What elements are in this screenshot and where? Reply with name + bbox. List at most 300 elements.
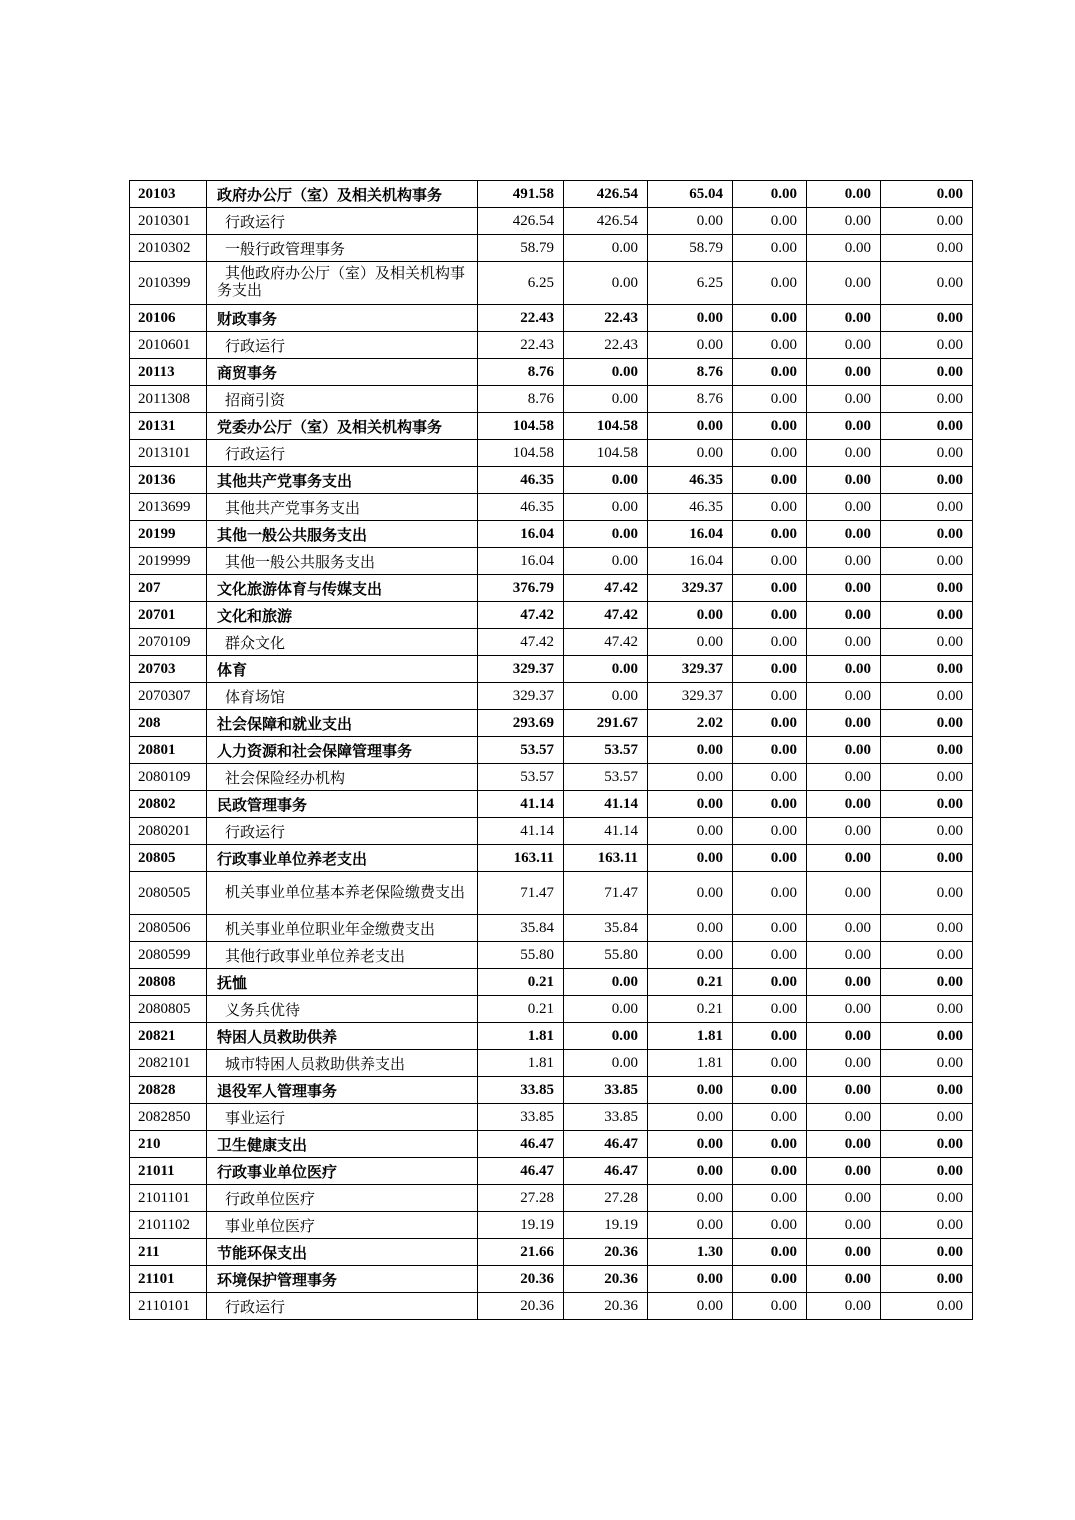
basic-cell: 35.84 — [564, 915, 648, 942]
col5-cell: 0.00 — [807, 413, 881, 440]
total-cell: 22.43 — [478, 332, 564, 359]
col4-cell: 0.00 — [733, 1050, 807, 1077]
name-cell — [207, 915, 478, 942]
basic-cell: 33.85 — [564, 1077, 648, 1104]
col4-cell: 0.00 — [733, 1266, 807, 1293]
table-row — [130, 710, 973, 737]
col5-cell: 0.00 — [807, 1023, 881, 1050]
name-cell — [207, 1077, 478, 1104]
basic-cell: 41.14 — [564, 818, 648, 845]
col4-cell: 0.00 — [733, 1293, 807, 1320]
item-name: 其他政府办公厅（室）及相关机构事务支出 — [217, 266, 466, 299]
project-cell: 0.00 — [648, 305, 733, 332]
col4-cell: 0.00 — [733, 942, 807, 969]
total-cell: 491.58 — [478, 181, 564, 208]
name-cell — [207, 996, 478, 1023]
col5-cell: 0.00 — [807, 1158, 881, 1185]
project-cell: 0.00 — [648, 791, 733, 818]
col6-cell: 0.00 — [881, 656, 973, 683]
col6-cell: 0.00 — [881, 845, 973, 872]
project-cell: 0.00 — [648, 1212, 733, 1239]
table-row — [130, 1023, 973, 1050]
col4-cell: 0.00 — [733, 548, 807, 575]
col5-cell: 0.00 — [807, 629, 881, 656]
total-cell: 33.85 — [478, 1077, 564, 1104]
project-cell: 0.00 — [648, 872, 733, 915]
item-name: 行政事业单位医疗 — [217, 1164, 338, 1181]
total-cell: 46.35 — [478, 494, 564, 521]
basic-cell: 47.42 — [564, 629, 648, 656]
col4-cell: 0.00 — [733, 262, 807, 305]
code-cell: 2010302 — [130, 235, 207, 262]
name-cell — [207, 548, 478, 575]
project-cell: 8.76 — [648, 359, 733, 386]
project-cell: 0.00 — [648, 1158, 733, 1185]
code-cell: 20801 — [130, 737, 207, 764]
code-cell: 20802 — [130, 791, 207, 818]
table-row — [130, 359, 973, 386]
table-row — [130, 996, 973, 1023]
total-cell: 16.04 — [478, 548, 564, 575]
project-cell: 329.37 — [648, 683, 733, 710]
project-cell: 0.00 — [648, 737, 733, 764]
col4-cell: 0.00 — [733, 764, 807, 791]
basic-cell: 47.42 — [564, 602, 648, 629]
total-cell: 104.58 — [478, 440, 564, 467]
code-cell: 210 — [130, 1131, 207, 1158]
code-cell: 2080109 — [130, 764, 207, 791]
total-cell: 46.47 — [478, 1158, 564, 1185]
col6-cell: 0.00 — [881, 386, 973, 413]
col5-cell: 0.00 — [807, 386, 881, 413]
basic-cell: 0.00 — [564, 521, 648, 548]
col5-cell: 0.00 — [807, 521, 881, 548]
basic-cell: 46.47 — [564, 1131, 648, 1158]
col4-cell: 0.00 — [733, 969, 807, 996]
col6-cell: 0.00 — [881, 996, 973, 1023]
basic-cell: 33.85 — [564, 1104, 648, 1131]
total-cell: 16.04 — [478, 521, 564, 548]
table-row — [130, 413, 973, 440]
col6-cell: 0.00 — [881, 235, 973, 262]
name-cell — [207, 1266, 478, 1293]
total-cell: 329.37 — [478, 656, 564, 683]
table-row — [130, 969, 973, 996]
total-cell: 46.35 — [478, 467, 564, 494]
basic-cell: 104.58 — [564, 440, 648, 467]
total-cell: 33.85 — [478, 1104, 564, 1131]
col6-cell: 0.00 — [881, 602, 973, 629]
code-cell: 20821 — [130, 1023, 207, 1050]
col4-cell: 0.00 — [733, 521, 807, 548]
code-cell: 2080805 — [130, 996, 207, 1023]
col5-cell: 0.00 — [807, 915, 881, 942]
col5-cell: 0.00 — [807, 764, 881, 791]
total-cell: 35.84 — [478, 915, 564, 942]
col4-cell: 0.00 — [733, 1131, 807, 1158]
item-name: 行政运行 — [225, 824, 286, 841]
col6-cell: 0.00 — [881, 1158, 973, 1185]
table-row — [130, 872, 973, 915]
col5-cell: 0.00 — [807, 683, 881, 710]
col6-cell: 0.00 — [881, 629, 973, 656]
item-name: 体育 — [217, 662, 248, 679]
name-cell — [207, 235, 478, 262]
name-cell — [207, 737, 478, 764]
name-cell — [207, 969, 478, 996]
code-cell: 211 — [130, 1239, 207, 1266]
project-cell: 58.79 — [648, 235, 733, 262]
code-cell: 2080201 — [130, 818, 207, 845]
basic-cell: 53.57 — [564, 764, 648, 791]
col5-cell: 0.00 — [807, 262, 881, 305]
basic-cell: 0.00 — [564, 656, 648, 683]
total-cell: 22.43 — [478, 305, 564, 332]
item-name: 行政运行 — [225, 214, 286, 231]
table-row — [130, 629, 973, 656]
col6-cell: 0.00 — [881, 181, 973, 208]
code-cell: 2070307 — [130, 683, 207, 710]
col5-cell: 0.00 — [807, 791, 881, 818]
basic-cell: 0.00 — [564, 359, 648, 386]
col6-cell: 0.00 — [881, 764, 973, 791]
basic-cell: 22.43 — [564, 305, 648, 332]
basic-cell: 0.00 — [564, 467, 648, 494]
col6-cell: 0.00 — [881, 208, 973, 235]
code-cell: 2080599 — [130, 942, 207, 969]
name-cell — [207, 575, 478, 602]
item-name: 体育场馆 — [225, 689, 286, 706]
name-cell — [207, 1212, 478, 1239]
col5-cell: 0.00 — [807, 710, 881, 737]
col5-cell: 0.00 — [807, 1131, 881, 1158]
col4-cell: 0.00 — [733, 386, 807, 413]
code-cell: 2013699 — [130, 494, 207, 521]
col5-cell: 0.00 — [807, 548, 881, 575]
item-name: 文化和旅游 — [217, 608, 293, 625]
item-name: 机关事业单位职业年金缴费支出 — [225, 921, 436, 938]
project-cell: 16.04 — [648, 521, 733, 548]
item-name: 义务兵优待 — [225, 1002, 301, 1019]
basic-cell: 19.19 — [564, 1212, 648, 1239]
name-cell — [207, 1104, 478, 1131]
name-cell — [207, 494, 478, 521]
project-cell: 329.37 — [648, 575, 733, 602]
table-row — [130, 791, 973, 818]
table-row — [130, 235, 973, 262]
table-row — [130, 467, 973, 494]
total-cell: 0.21 — [478, 996, 564, 1023]
col4-cell: 0.00 — [733, 602, 807, 629]
basic-cell: 20.36 — [564, 1266, 648, 1293]
item-name: 行政单位医疗 — [225, 1191, 316, 1208]
project-cell: 0.00 — [648, 915, 733, 942]
name-cell — [207, 1050, 478, 1077]
total-cell: 20.36 — [478, 1293, 564, 1320]
project-cell: 6.25 — [648, 262, 733, 305]
table-row — [130, 305, 973, 332]
col5-cell: 0.00 — [807, 1293, 881, 1320]
basic-cell: 47.42 — [564, 575, 648, 602]
table-row — [130, 386, 973, 413]
total-cell: 21.66 — [478, 1239, 564, 1266]
project-cell: 0.21 — [648, 969, 733, 996]
table-row — [130, 1185, 973, 1212]
total-cell: 8.76 — [478, 359, 564, 386]
col6-cell: 0.00 — [881, 440, 973, 467]
code-cell: 2013101 — [130, 440, 207, 467]
name-cell — [207, 467, 478, 494]
name-cell — [207, 181, 478, 208]
basic-cell: 20.36 — [564, 1293, 648, 1320]
col6-cell: 0.00 — [881, 969, 973, 996]
col5-cell: 0.00 — [807, 1266, 881, 1293]
col4-cell: 0.00 — [733, 575, 807, 602]
code-cell: 2011308 — [130, 386, 207, 413]
col6-cell: 0.00 — [881, 467, 973, 494]
item-name: 社会保险经办机构 — [225, 770, 346, 787]
total-cell: 55.80 — [478, 942, 564, 969]
total-cell: 41.14 — [478, 791, 564, 818]
col6-cell: 0.00 — [881, 791, 973, 818]
col5-cell: 0.00 — [807, 181, 881, 208]
col4-cell: 0.00 — [733, 915, 807, 942]
col5-cell: 0.00 — [807, 359, 881, 386]
col5-cell: 0.00 — [807, 235, 881, 262]
name-cell — [207, 791, 478, 818]
table-row — [130, 548, 973, 575]
item-name: 民政管理事务 — [217, 797, 308, 814]
col4-cell: 0.00 — [733, 1077, 807, 1104]
col5-cell: 0.00 — [807, 1104, 881, 1131]
expenditure-table — [129, 180, 973, 1320]
project-cell: 0.00 — [648, 413, 733, 440]
basic-cell: 0.00 — [564, 683, 648, 710]
code-cell: 2010601 — [130, 332, 207, 359]
basic-cell: 0.00 — [564, 996, 648, 1023]
col6-cell: 0.00 — [881, 1266, 973, 1293]
table-row — [130, 1212, 973, 1239]
col4-cell: 0.00 — [733, 845, 807, 872]
col5-cell: 0.00 — [807, 602, 881, 629]
table-row — [130, 915, 973, 942]
code-cell: 20199 — [130, 521, 207, 548]
col4-cell: 0.00 — [733, 818, 807, 845]
table-row — [130, 494, 973, 521]
project-cell: 0.00 — [648, 1104, 733, 1131]
item-name: 行政运行 — [225, 446, 286, 463]
code-cell: 20113 — [130, 359, 207, 386]
basic-cell: 71.47 — [564, 872, 648, 915]
basic-cell: 22.43 — [564, 332, 648, 359]
basic-cell: 46.47 — [564, 1158, 648, 1185]
code-cell: 20828 — [130, 1077, 207, 1104]
name-cell — [207, 942, 478, 969]
table-row — [130, 1158, 973, 1185]
col6-cell: 0.00 — [881, 262, 973, 305]
table-row — [130, 262, 973, 305]
total-cell: 46.47 — [478, 1131, 564, 1158]
project-cell: 16.04 — [648, 548, 733, 575]
project-cell: 329.37 — [648, 656, 733, 683]
basic-cell: 426.54 — [564, 181, 648, 208]
table-row — [130, 818, 973, 845]
name-cell — [207, 305, 478, 332]
code-cell: 20136 — [130, 467, 207, 494]
col5-cell: 0.00 — [807, 737, 881, 764]
col5-cell: 0.00 — [807, 942, 881, 969]
col4-cell: 0.00 — [733, 1023, 807, 1050]
item-name: 行政运行 — [225, 338, 286, 355]
item-name: 文化旅游体育与传媒支出 — [217, 581, 383, 598]
name-cell — [207, 208, 478, 235]
col5-cell: 0.00 — [807, 1185, 881, 1212]
table-row — [130, 521, 973, 548]
name-cell — [207, 359, 478, 386]
table-row — [130, 1266, 973, 1293]
table-row — [130, 683, 973, 710]
basic-cell: 163.11 — [564, 845, 648, 872]
code-cell: 2082850 — [130, 1104, 207, 1131]
basic-cell: 0.00 — [564, 1023, 648, 1050]
total-cell: 53.57 — [478, 737, 564, 764]
col6-cell: 0.00 — [881, 1212, 973, 1239]
code-cell: 21011 — [130, 1158, 207, 1185]
col5-cell: 0.00 — [807, 575, 881, 602]
col6-cell: 0.00 — [881, 305, 973, 332]
col4-cell: 0.00 — [733, 440, 807, 467]
name-cell — [207, 521, 478, 548]
project-cell: 0.00 — [648, 208, 733, 235]
col4-cell: 0.00 — [733, 235, 807, 262]
item-name: 商贸事务 — [217, 365, 278, 382]
basic-cell: 0.00 — [564, 969, 648, 996]
basic-cell: 0.00 — [564, 494, 648, 521]
col5-cell: 0.00 — [807, 494, 881, 521]
project-cell: 0.00 — [648, 845, 733, 872]
code-cell: 2080505 — [130, 872, 207, 915]
col5-cell: 0.00 — [807, 1077, 881, 1104]
code-cell: 21101 — [130, 1266, 207, 1293]
table-row — [130, 1239, 973, 1266]
col6-cell: 0.00 — [881, 1293, 973, 1320]
total-cell: 1.81 — [478, 1050, 564, 1077]
code-cell: 2101101 — [130, 1185, 207, 1212]
table-row — [130, 208, 973, 235]
table-row — [130, 656, 973, 683]
col4-cell: 0.00 — [733, 629, 807, 656]
total-cell: 27.28 — [478, 1185, 564, 1212]
col4-cell: 0.00 — [733, 683, 807, 710]
total-cell: 163.11 — [478, 845, 564, 872]
col6-cell: 0.00 — [881, 1050, 973, 1077]
col4-cell: 0.00 — [733, 710, 807, 737]
total-cell: 376.79 — [478, 575, 564, 602]
item-name: 事业单位医疗 — [225, 1218, 316, 1235]
code-cell: 207 — [130, 575, 207, 602]
item-name: 招商引资 — [225, 392, 286, 409]
project-cell: 46.35 — [648, 467, 733, 494]
name-cell — [207, 602, 478, 629]
item-name: 政府办公厅（室）及相关机构事务 — [217, 187, 443, 204]
basic-cell: 41.14 — [564, 791, 648, 818]
table-row — [130, 764, 973, 791]
item-name: 节能环保支出 — [217, 1245, 308, 1262]
item-name: 党委办公厅（室）及相关机构事务 — [217, 419, 443, 436]
total-cell: 1.81 — [478, 1023, 564, 1050]
col4-cell: 0.00 — [733, 1185, 807, 1212]
name-cell — [207, 1158, 478, 1185]
table-row — [130, 440, 973, 467]
total-cell: 426.54 — [478, 208, 564, 235]
name-cell — [207, 386, 478, 413]
item-name: 机关事业单位基本养老保险缴费支出 — [225, 884, 466, 901]
project-cell: 0.00 — [648, 440, 733, 467]
basic-cell: 426.54 — [564, 208, 648, 235]
col5-cell: 0.00 — [807, 208, 881, 235]
col6-cell: 0.00 — [881, 575, 973, 602]
col4-cell: 0.00 — [733, 1239, 807, 1266]
project-cell: 0.00 — [648, 1185, 733, 1212]
item-name: 其他一般公共服务支出 — [225, 554, 376, 571]
col6-cell: 0.00 — [881, 1023, 973, 1050]
item-name: 特困人员救助供养 — [217, 1029, 338, 1046]
col4-cell: 0.00 — [733, 791, 807, 818]
col6-cell: 0.00 — [881, 915, 973, 942]
col5-cell: 0.00 — [807, 305, 881, 332]
col6-cell: 0.00 — [881, 737, 973, 764]
project-cell: 0.00 — [648, 332, 733, 359]
name-cell — [207, 764, 478, 791]
col4-cell: 0.00 — [733, 181, 807, 208]
name-cell — [207, 845, 478, 872]
col4-cell: 0.00 — [733, 872, 807, 915]
name-cell — [207, 872, 478, 915]
name-cell — [207, 710, 478, 737]
code-cell: 20103 — [130, 181, 207, 208]
col5-cell: 0.00 — [807, 1050, 881, 1077]
col6-cell: 0.00 — [881, 1104, 973, 1131]
code-cell: 2070109 — [130, 629, 207, 656]
project-cell: 0.00 — [648, 602, 733, 629]
col5-cell: 0.00 — [807, 818, 881, 845]
item-name: 城市特困人员救助供养支出 — [225, 1056, 406, 1073]
col5-cell: 0.00 — [807, 872, 881, 915]
total-cell: 8.76 — [478, 386, 564, 413]
col6-cell: 0.00 — [881, 710, 973, 737]
col4-cell: 0.00 — [733, 467, 807, 494]
code-cell: 2110101 — [130, 1293, 207, 1320]
total-cell: 19.19 — [478, 1212, 564, 1239]
item-name: 抚恤 — [217, 975, 248, 992]
name-cell — [207, 629, 478, 656]
col4-cell: 0.00 — [733, 413, 807, 440]
project-cell: 1.30 — [648, 1239, 733, 1266]
total-cell: 293.69 — [478, 710, 564, 737]
total-cell: 0.21 — [478, 969, 564, 996]
col6-cell: 0.00 — [881, 521, 973, 548]
item-name: 社会保障和就业支出 — [217, 716, 353, 733]
col5-cell: 0.00 — [807, 467, 881, 494]
item-name: 财政事务 — [217, 311, 278, 328]
project-cell: 2.02 — [648, 710, 733, 737]
total-cell: 47.42 — [478, 602, 564, 629]
table-row — [130, 575, 973, 602]
col6-cell: 0.00 — [881, 683, 973, 710]
item-name: 人力资源和社会保障管理事务 — [217, 743, 413, 760]
total-cell: 58.79 — [478, 235, 564, 262]
basic-cell: 20.36 — [564, 1239, 648, 1266]
